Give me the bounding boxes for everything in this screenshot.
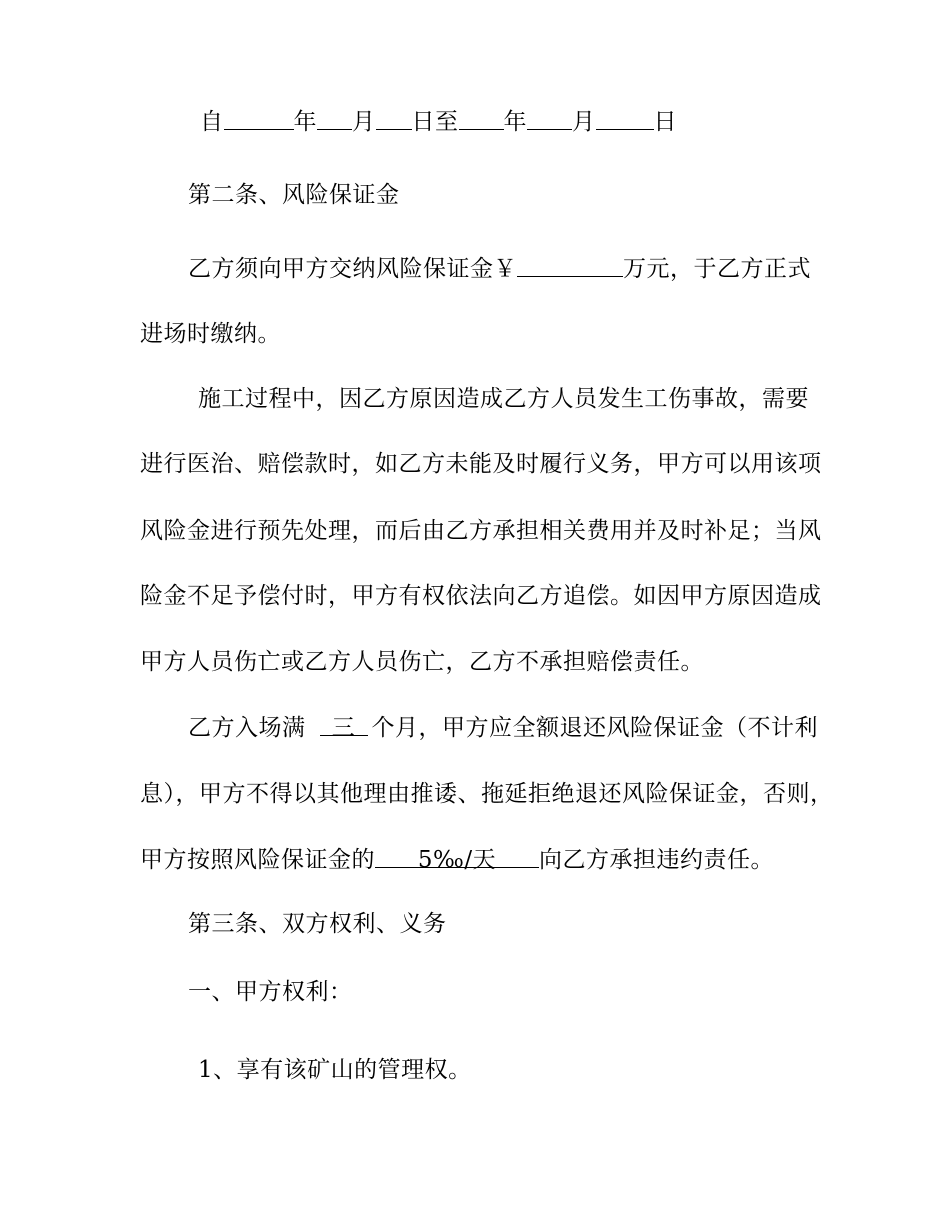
para1-line1 <box>188 249 811 289</box>
date-from-label: 自 <box>200 109 224 135</box>
day-to-label: 日至 <box>411 109 459 135</box>
para1-suffix: 万元，于乙方正式 <box>623 256 811 282</box>
para3-line2: 息），甲方不得以其他理由推诿、拖延拒绝退还风险保证金，否则， <box>140 781 834 807</box>
para2-line3: 风险金进行预先处理，而后由乙方承担相关费用并及时补足；当风 <box>140 518 822 544</box>
month2-label: 月 <box>572 109 596 135</box>
para3-prefix: 乙方入场满 <box>188 715 306 741</box>
item1: 1、享有该矿山的管理权。 <box>198 1057 472 1083</box>
para3-line3-prefix: 甲方按照风险保证金的 <box>140 847 375 873</box>
para2-line2: 进行医治、赔偿款时，如乙方未能及时履行义务，甲方可以用该项 <box>140 451 822 477</box>
para3-line3-suffix: 向乙方承担违约责任。 <box>539 847 774 873</box>
para3-line3 <box>140 840 774 880</box>
month2-blank[interactable] <box>527 102 572 130</box>
month1-label: 月 <box>352 109 376 135</box>
year2-label: 年 <box>503 109 527 135</box>
year2-blank[interactable] <box>459 102 504 130</box>
month1-blank[interactable] <box>317 102 352 130</box>
para2-line1: 施工过程中，因乙方原因造成乙方人员发生工伤事故，需要 <box>198 386 809 412</box>
deposit-amount-blank[interactable] <box>517 249 623 277</box>
para3-suffix: 个月，甲方应全额退还风险保证金（不计利 <box>371 715 818 741</box>
months-blank[interactable]: 三 <box>320 708 368 736</box>
article2-title: 第二条、风险保证金 <box>188 182 400 208</box>
para2-line4: 险金不足予偿付时，甲方有权依法向乙方追偿。如因甲方原因造成 <box>140 583 822 609</box>
year1-label: 年 <box>293 109 317 135</box>
day1-blank[interactable] <box>376 102 412 130</box>
day2-blank[interactable] <box>596 102 654 130</box>
article3-title: 第三条、双方权利、义务 <box>188 911 447 937</box>
penalty-rate-blank[interactable]: 5‰/天 <box>375 840 539 868</box>
para3-line1 <box>188 708 818 748</box>
section1-title: 一、甲方权利： <box>188 979 353 1005</box>
para1-line2: 进场时缴纳。 <box>140 321 281 347</box>
date-line <box>200 102 677 142</box>
day2-label: 日 <box>653 109 677 135</box>
para1-prefix: 乙方须向甲方交纳风险保证金￥ <box>188 256 517 282</box>
year1-blank[interactable] <box>224 102 294 130</box>
para2-line5: 甲方人员伤亡或乙方人员伤亡，乙方不承担赔偿责任。 <box>140 649 704 675</box>
